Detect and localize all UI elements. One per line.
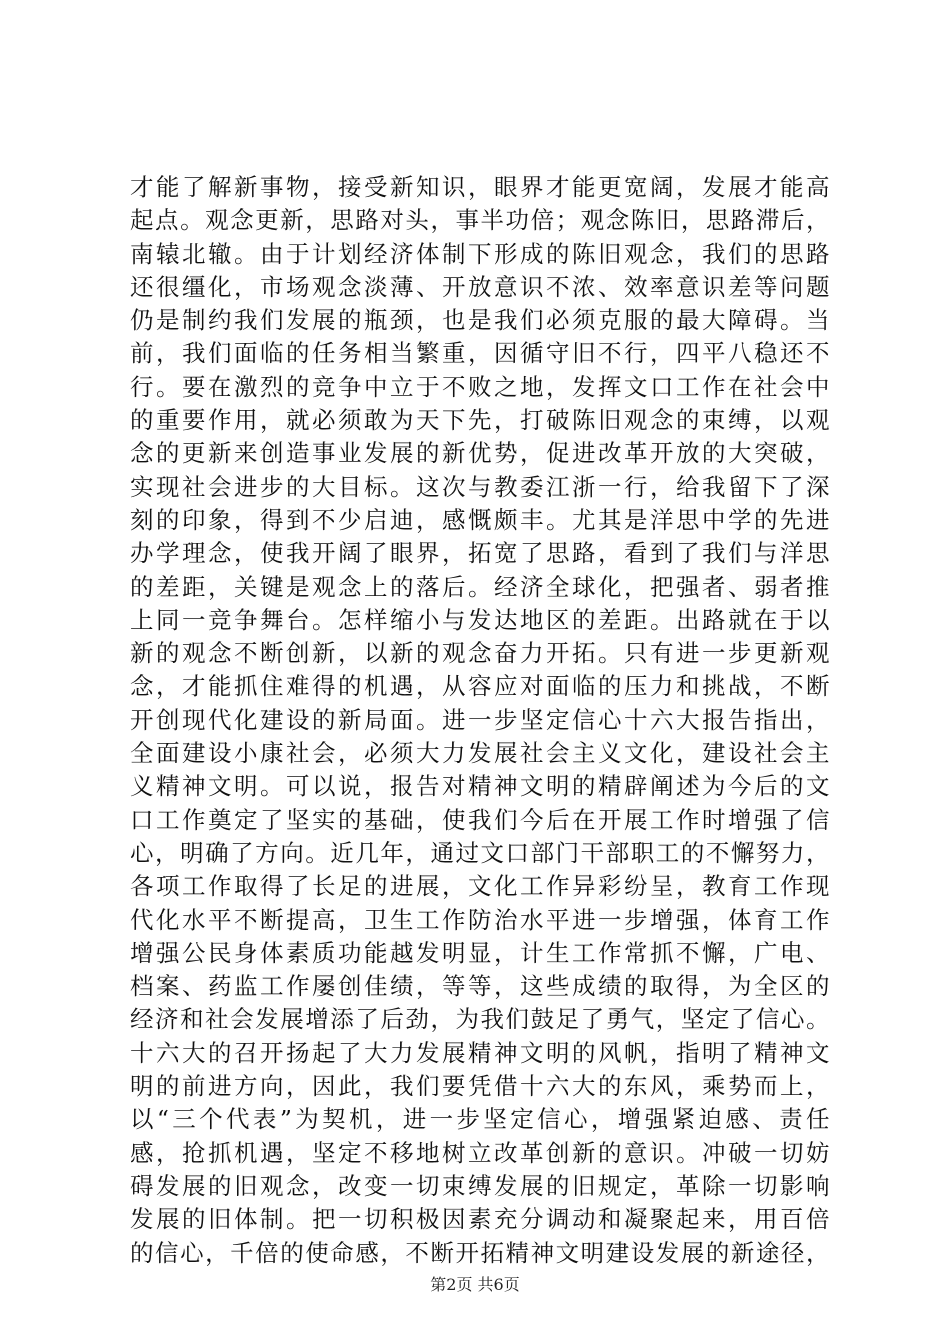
text-line: 上同一竞争舞台。怎样缩小与发达地区的差距。出路就在于以 [130, 605, 830, 634]
text-line: 碍发展的旧观念，改变一切束缚发展的旧规定，革除一切影响 [130, 1171, 830, 1200]
text-line: 各项工作取得了长足的进展，文化工作异彩纷呈，教育工作现 [130, 872, 830, 901]
text-line: 增强公民身体素质功能越发明显，计生工作常抓不懈，广电、 [130, 938, 830, 967]
text-line: 念，才能抓住难得的机遇，从容应对面临的压力和挑战，不断 [130, 672, 830, 701]
text-line: 口工作奠定了坚实的基础，使我们今后在开展工作时增强了信 [130, 805, 830, 834]
text-line: 前，我们面临的任务相当繁重，因循守旧不行，四平八稳还不 [130, 339, 830, 368]
body-text [130, 171, 830, 1270]
text-line: 档案、药监工作屡创佳绩，等等，这些成绩的取得，为全区的 [130, 972, 830, 1001]
text-line: 还很缰化，市场观念淡薄、开放意识不浓、效率意识差等问题 [130, 272, 830, 301]
text-line: 南辕北辙。由于计划经济体制下形成的陈旧观念，我们的思路 [130, 239, 830, 268]
text-line: 的信心，千倍的使命感，不断开拓精神文明建设发展的新途径， [130, 1238, 830, 1267]
text-line: 办学理念，使我开阔了眼界，拓宽了思路，看到了我们与洋思 [130, 539, 830, 568]
text-line: 发展的旧体制。把一切积极因素充分调动和凝聚起来，用百倍 [130, 1205, 830, 1234]
text-line: 明的前进方向，因此，我们要凭借十六大的东风，乘势而上， [130, 1072, 830, 1101]
page-number-footer: 第2页 共6页 [430, 1275, 520, 1294]
text-line: 十六大的召开扬起了大力发展精神文明的风帆，指明了精神文 [130, 1038, 830, 1067]
text-line: 以“三个代表”为契机，进一步坚定信心，增强紧迫感、责任 [130, 1105, 830, 1134]
text-line: 起点。观念更新，思路对头，事半功倍；观念陈旧，思路滞后， [130, 206, 830, 235]
text-line: 仍是制约我们发展的瓶颈，也是我们必须克服的最大障碍。当 [130, 306, 830, 335]
text-line: 实现社会进步的大目标。这次与教委江浙一行，给我留下了深 [130, 472, 830, 501]
text-line: 行。要在激烈的竞争中立于不败之地，发挥文口工作在社会中 [130, 372, 830, 401]
text-line: 刻的印象，得到不少启迪，感慨颇丰。尤其是洋思中学的先进 [130, 505, 830, 534]
text-line: 的差距，关键是观念上的落后。经济全球化，把强者、弱者推 [130, 572, 830, 601]
text-line: 感，抢抓机遇，坚定不移地树立改革创新的意识。冲破一切妨 [130, 1138, 830, 1167]
text-line: 心，明确了方向。近几年，通过文口部门干部职工的不懈努力， [130, 838, 830, 867]
text-line: 的重要作用，就必须敢为天下先，打破陈旧观念的束缚，以观 [130, 406, 830, 435]
text-line: 新的观念不断创新，以新的观念奋力开拓。只有进一步更新观 [130, 639, 830, 668]
text-line: 才能了解新事物，接受新知识，眼界才能更宽阔，发展才能高 [130, 173, 830, 201]
text-line: 开创现代化建设的新局面。进一步坚定信心十六大报告指出， [130, 705, 830, 734]
text-line: 代化水平不断提高，卫生工作防治水平进一步增强，体育工作 [130, 905, 830, 934]
text-line: 经济和社会发展增添了后劲，为我们鼓足了勇气，坚定了信心。 [130, 1005, 830, 1034]
text-line: 全面建设小康社会，必须大力发展社会主义文化，建设社会主 [130, 739, 830, 768]
text-line: 念的更新来创造事业发展的新优势，促进改革开放的大突破， [130, 439, 830, 468]
text-line: 义精神文明。可以说，报告对精神文明的精辟阐述为今后的文 [130, 772, 830, 801]
